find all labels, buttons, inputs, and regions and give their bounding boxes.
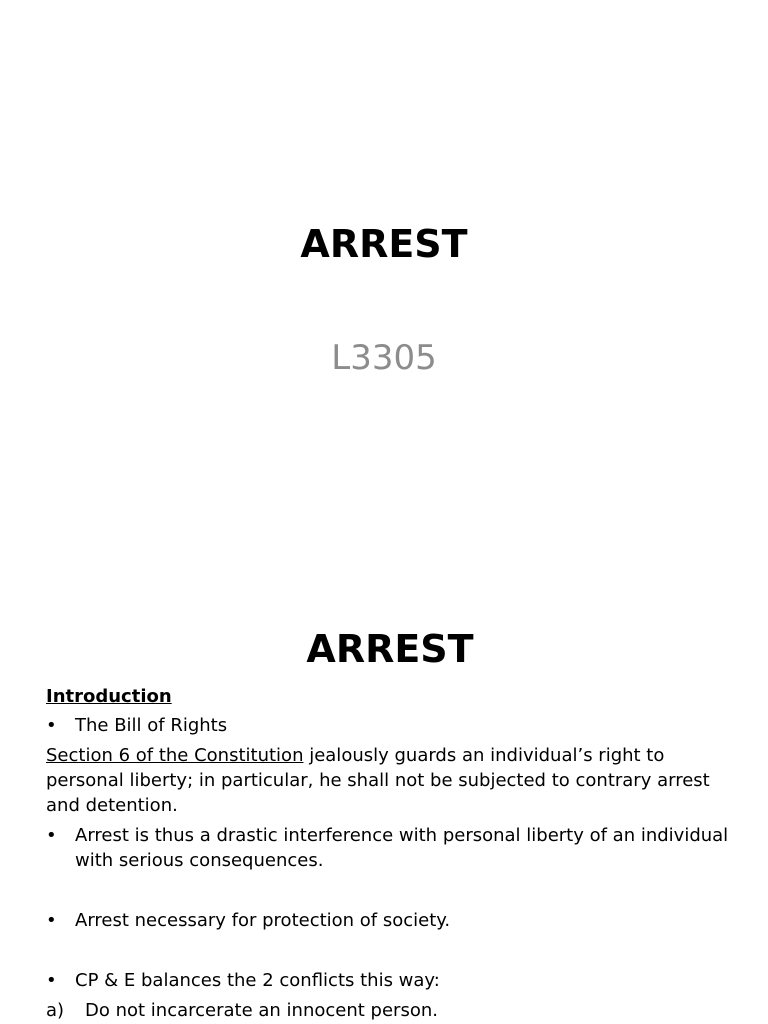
constitution-reference: Section 6 of the Constitution xyxy=(46,745,304,766)
paragraph xyxy=(46,743,736,818)
bullet-item xyxy=(46,968,736,993)
bullet-text: CP & E balances the 2 conflicts this way: xyxy=(75,970,440,991)
bullet-text: Arrest necessary for protection of society. xyxy=(75,910,451,931)
bullet-item xyxy=(46,908,736,933)
slide-body xyxy=(46,684,736,1023)
bullet-text: The Bill of Rights xyxy=(75,715,228,736)
bullet-item xyxy=(46,713,736,738)
slide-title: ARREST xyxy=(306,627,474,671)
slide-title: ARREST xyxy=(300,222,468,266)
bullet-item xyxy=(46,823,736,873)
slide-subtitle: L3305 xyxy=(331,338,437,378)
bullet-icon: • xyxy=(46,970,57,991)
introduction-slide xyxy=(0,576,768,1024)
bullet-text: Arrest is thus a drastic interference with personal liberty of an individual with serious consequences. xyxy=(75,825,729,871)
bullet-icon: • xyxy=(46,715,57,736)
sub-item-marker: a) xyxy=(46,1000,65,1021)
section-heading: Introduction xyxy=(46,686,172,707)
sub-item-text: Do not incarcerate an innocent person. xyxy=(85,1000,438,1021)
paragraph-text: jealously guards an individual’s right to personal liberty; in particular, he shall not be subjected to contrary arrest and detention. xyxy=(46,745,710,816)
bullet-icon: • xyxy=(46,825,57,846)
sub-item xyxy=(46,998,736,1023)
bullet-icon: • xyxy=(46,910,57,931)
